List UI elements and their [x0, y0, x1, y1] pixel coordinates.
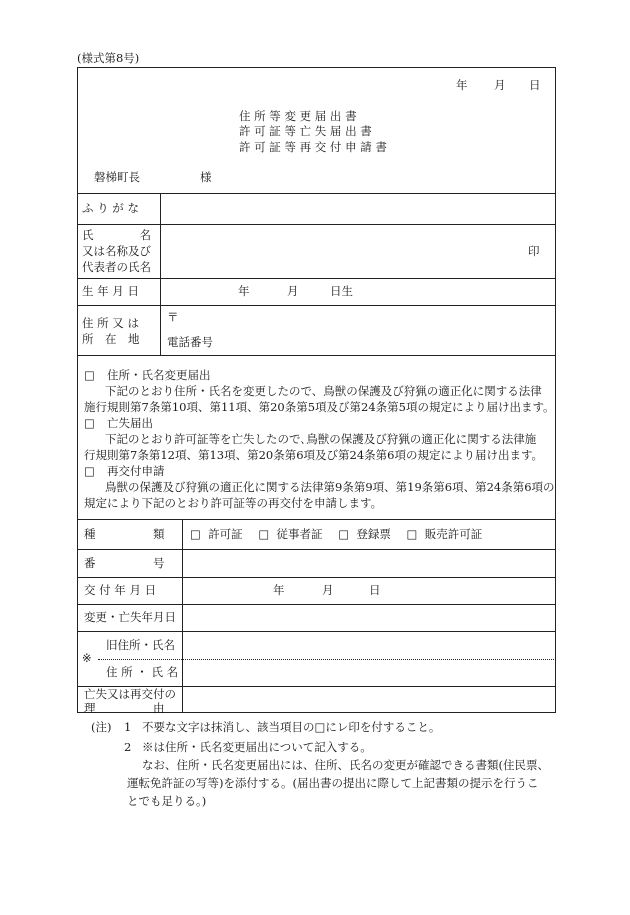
- reason-label-line2: 理 由: [84, 701, 165, 715]
- birth-year-unit: 年: [238, 284, 250, 298]
- request-reissue-title: 再交付申請: [107, 464, 165, 478]
- issue-year-unit: 年: [273, 583, 285, 597]
- number-field[interactable]: [183, 550, 556, 577]
- note-mark: ※: [82, 651, 92, 665]
- date-month-label: 月: [494, 78, 506, 92]
- address-label-line1: 住 所 又 は: [82, 316, 139, 330]
- form-number: (様式第8号): [77, 51, 140, 65]
- number-label: 番 号: [84, 556, 165, 570]
- checkbox-worker-cert[interactable]: □: [258, 527, 270, 541]
- request-loss-report-title: 亡失届出: [107, 416, 153, 430]
- checkbox-sales-permit[interactable]: □: [406, 527, 418, 541]
- change-date-label: 変更・亡失年月日: [84, 610, 176, 624]
- checkbox-reissue[interactable]: □: [84, 464, 95, 478]
- type-worker-cert[interactable]: [258, 529, 322, 541]
- note-extra-line2: 運転免許証の写等)を添付する。(届出書の提出に際して上記書類の提示を行うこ: [127, 776, 539, 790]
- request-loss-report-line1: 下記のとおり許可証等を亡失したので､鳥獣の保護及び狩猟の適正化に関する法律施: [105, 432, 537, 446]
- note-2-num: 2: [124, 740, 132, 754]
- birth-day-unit: 日生: [330, 284, 353, 298]
- name-label-line1: 氏 名: [82, 228, 151, 242]
- checkbox-registration[interactable]: □: [338, 527, 350, 541]
- address-field[interactable]: [161, 306, 556, 355]
- checkbox-loss-report[interactable]: □: [84, 416, 95, 430]
- issue-day-unit: 日: [369, 583, 381, 597]
- name-field[interactable]: [161, 225, 556, 278]
- issue-date-label: 交 付 年 月 日: [84, 583, 157, 597]
- note-1-num: 1: [124, 720, 132, 734]
- type-permit[interactable]: [190, 529, 243, 541]
- old-address-label: 旧住所・氏名: [106, 638, 175, 652]
- address-label-line2: 所 在 地: [82, 332, 140, 346]
- type-label: 種 類: [84, 527, 165, 541]
- birthdate-label: 生 年 月 日: [82, 284, 139, 298]
- new-address-label: 住 所 ・ 氏 名: [106, 665, 179, 679]
- title-loss-report: 許 可 証 等 亡 失 届 出 書: [239, 124, 372, 138]
- reason-field[interactable]: [183, 687, 556, 713]
- issue-month-unit: 月: [322, 583, 334, 597]
- type-registration[interactable]: [338, 529, 391, 541]
- phone-label: 電話番号: [167, 335, 213, 349]
- checkbox-address-change[interactable]: □: [84, 368, 95, 382]
- note-extra-line1: なお、住所・氏名変更届出には、住所、氏名の変更が確認できる書類(住民票、: [142, 758, 549, 772]
- name-label-line2: 又は名称及び: [82, 244, 151, 258]
- addressee-name: 磐梯町長: [94, 170, 140, 184]
- notes-head: (注): [91, 720, 112, 734]
- date-year-label: 年: [456, 78, 468, 92]
- name-label-line3: 代表者の氏名: [82, 260, 151, 274]
- checkbox-permit[interactable]: □: [190, 527, 201, 541]
- type-options: [190, 529, 482, 541]
- request-reissue-line2: 規定により下記のとおり許可証等の再交付を申請します。: [84, 496, 383, 510]
- request-address-change-title: 住所・氏名変更届出: [107, 368, 211, 382]
- seal-mark: 印: [528, 244, 540, 258]
- change-date-field[interactable]: [183, 605, 556, 631]
- note-extra-line3: とでも足りる。): [127, 794, 207, 808]
- addressee-honorific: 様: [200, 170, 212, 184]
- request-loss-report-line2: 行規則第7条第12項、第13項、第20条第6項及び第24条第6項の規定により届け出ます。: [84, 448, 544, 462]
- type-sales-permit-label: 販売許可証: [424, 527, 483, 541]
- old-address-field[interactable]: [183, 632, 556, 659]
- request-address-change-line1: 下記のとおり住所・氏名を変更したので、鳥獣の保護及び狩猟の適正化に関する法律: [105, 384, 542, 398]
- birth-month-unit: 月: [287, 284, 299, 298]
- new-address-field[interactable]: [183, 660, 556, 686]
- note-2-text: ※は住所・氏名変更届出について記入する。: [142, 740, 372, 754]
- furigana-label: ふ り が な: [82, 201, 139, 215]
- type-worker-cert-label: 従事者証: [276, 527, 323, 541]
- type-sales-permit[interactable]: [407, 529, 483, 541]
- request-address-change-line2: 施行規則第7条第10項、第11項、第20条第5項及び第24条第5項の規定により届け出ます。: [84, 400, 555, 414]
- type-permit-label: 許可証: [208, 527, 243, 541]
- postal-mark: 〒: [167, 310, 179, 324]
- type-registration-label: 登録票: [356, 527, 391, 541]
- reason-label-line1: 亡失又は再交付の: [84, 687, 176, 701]
- request-reissue-line1: 鳥獣の保護及び狩猟の適正化に関する法律第9条第9項、第19条第6項、第24条第6項の: [105, 480, 555, 494]
- title-reissue-request: 許 可 証 等 再 交 付 申 請 書: [239, 140, 387, 154]
- note-1-text: 不要な文字は抹消し、該当項目の□にレ印を付すること。: [142, 720, 441, 734]
- furigana-field[interactable]: [161, 194, 556, 224]
- title-address-change: 住 所 等 変 更 届 出 書: [239, 109, 357, 123]
- birthdate-field[interactable]: [161, 279, 556, 305]
- date-day-label: 日: [529, 78, 541, 92]
